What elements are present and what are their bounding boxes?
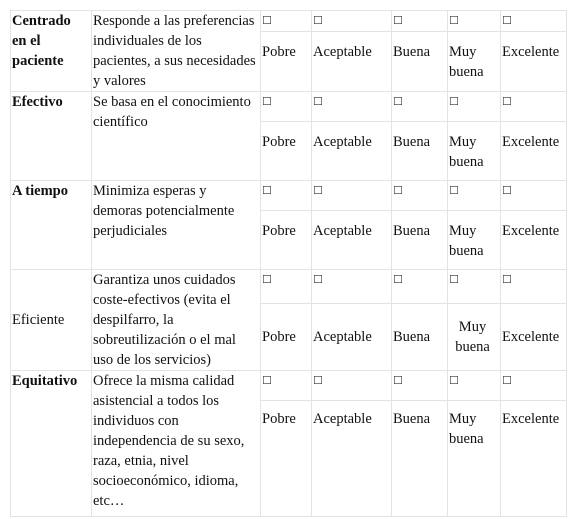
checkbox-aceptable[interactable] — [312, 181, 392, 211]
rating-aceptable: Aceptable — [312, 304, 392, 371]
rating-pobre: Pobre — [261, 32, 312, 92]
rating-muy-buena: Muy buena — [448, 304, 501, 371]
checkbox-muy-buena[interactable] — [448, 11, 501, 32]
description-text: Se basa en el conocimiento científico — [93, 94, 251, 130]
rating-excelente: Excelente — [501, 32, 567, 92]
checkbox-icon[interactable]: ☐ — [449, 273, 459, 286]
criterion-cell — [11, 11, 92, 92]
quality-rubric — [10, 10, 566, 509]
checkbox-pobre[interactable] — [261, 270, 312, 304]
rubric-row-equitativo-checkboxes — [11, 371, 567, 401]
criterion-cell — [11, 270, 92, 371]
checkbox-icon[interactable]: ☐ — [502, 95, 512, 108]
checkbox-muy-buena[interactable] — [448, 181, 501, 211]
rating-pobre: Pobre — [261, 304, 312, 371]
rating-muy-buena: Muy buena — [448, 32, 501, 92]
rating-excelente: Excelente — [501, 401, 567, 517]
checkbox-pobre[interactable] — [261, 371, 312, 401]
checkbox-muy-buena[interactable] — [448, 371, 501, 401]
description-cell — [92, 181, 261, 270]
checkbox-muy-buena[interactable] — [448, 270, 501, 304]
rating-buena: Buena — [392, 122, 448, 181]
checkbox-icon[interactable]: ☐ — [449, 14, 459, 27]
description-text: Garantiza unos cuidados coste-efectivos (evita el despilfarro, la sobreutilización o el mal uso de los servicios) — [93, 272, 236, 368]
rating-buena: Buena — [392, 304, 448, 371]
rating-excelente: Excelente — [501, 122, 567, 181]
checkbox-icon[interactable]: ☐ — [449, 184, 459, 197]
checkbox-icon[interactable]: ☐ — [262, 184, 272, 197]
checkbox-pobre[interactable] — [261, 11, 312, 32]
checkbox-icon[interactable]: ☐ — [313, 374, 323, 387]
checkbox-icon[interactable]: ☐ — [502, 14, 512, 27]
rating-buena: Buena — [392, 401, 448, 517]
checkbox-icon[interactable]: ☐ — [313, 184, 323, 197]
rating-pobre: Pobre — [261, 211, 312, 270]
checkbox-excelente[interactable] — [501, 371, 567, 401]
checkbox-excelente[interactable] — [501, 11, 567, 32]
criterion-label: Eficiente — [12, 312, 65, 328]
checkbox-pobre[interactable] — [261, 92, 312, 122]
checkbox-icon[interactable]: ☐ — [313, 95, 323, 108]
checkbox-pobre[interactable] — [261, 181, 312, 211]
rating-aceptable: Aceptable — [312, 32, 392, 92]
rating-aceptable: Aceptable — [312, 211, 392, 270]
rating-excelente: Excelente — [501, 211, 567, 270]
description-text: Ofrece la misma calidad asistencial a todos los individuos con independencia de su sexo, raza, etnia, nivel socioeconómico, idioma, etc… — [93, 373, 245, 509]
rating-muy-buena: Muy buena — [448, 401, 501, 517]
checkbox-icon[interactable]: ☐ — [393, 95, 403, 108]
checkbox-icon[interactable]: ☐ — [393, 184, 403, 197]
checkbox-icon[interactable]: ☐ — [449, 95, 459, 108]
checkbox-excelente[interactable] — [501, 270, 567, 304]
rubric-row-a-tiempo-checkboxes — [11, 181, 567, 211]
description-cell — [92, 92, 261, 181]
checkbox-icon[interactable]: ☐ — [393, 273, 403, 286]
rating-muy-buena: Muy buena — [448, 211, 501, 270]
criterion-label: Equitativo — [12, 373, 78, 389]
checkbox-aceptable[interactable] — [312, 92, 392, 122]
rubric-row-centrado-checkboxes — [11, 11, 567, 32]
checkbox-icon[interactable]: ☐ — [262, 14, 272, 27]
checkbox-aceptable[interactable] — [312, 11, 392, 32]
checkbox-buena[interactable] — [392, 181, 448, 211]
checkbox-icon[interactable]: ☐ — [313, 14, 323, 27]
checkbox-muy-buena[interactable] — [448, 92, 501, 122]
rubric-row-efectivo-checkboxes — [11, 92, 567, 122]
checkbox-icon[interactable]: ☐ — [502, 374, 512, 387]
checkbox-icon[interactable]: ☐ — [393, 374, 403, 387]
checkbox-icon[interactable]: ☐ — [393, 14, 403, 27]
rating-buena: Buena — [392, 32, 448, 92]
checkbox-excelente[interactable] — [501, 92, 567, 122]
checkbox-buena[interactable] — [392, 92, 448, 122]
description-cell — [92, 11, 261, 92]
checkbox-icon[interactable]: ☐ — [449, 374, 459, 387]
criterion-label: Centrado en el paciente — [12, 13, 71, 69]
criterion-cell — [11, 181, 92, 270]
quality-rubric-table — [10, 10, 567, 517]
rating-muy-buena: Muy buena — [448, 122, 501, 181]
description-text: Responde a las preferencias individuales de los pacientes, a sus necesidades y valores — [93, 13, 256, 89]
rating-excelente: Excelente — [501, 304, 567, 371]
checkbox-icon[interactable]: ☐ — [313, 273, 323, 286]
checkbox-buena[interactable] — [392, 270, 448, 304]
rating-pobre: Pobre — [261, 401, 312, 517]
checkbox-buena[interactable] — [392, 371, 448, 401]
rating-aceptable: Aceptable — [312, 401, 392, 517]
checkbox-icon[interactable]: ☐ — [502, 273, 512, 286]
description-text: Minimiza esperas y demoras potencialmente perjudiciales — [93, 183, 235, 239]
checkbox-excelente[interactable] — [501, 181, 567, 211]
checkbox-icon[interactable]: ☐ — [502, 184, 512, 197]
criterion-cell — [11, 92, 92, 181]
checkbox-aceptable[interactable] — [312, 270, 392, 304]
rubric-row-eficiente-checkboxes — [11, 270, 567, 304]
criterion-cell — [11, 371, 92, 517]
checkbox-icon[interactable]: ☐ — [262, 374, 272, 387]
rating-pobre: Pobre — [261, 122, 312, 181]
rating-buena: Buena — [392, 211, 448, 270]
criterion-label: A tiempo — [12, 183, 68, 199]
description-cell — [92, 371, 261, 517]
checkbox-aceptable[interactable] — [312, 371, 392, 401]
checkbox-icon[interactable]: ☐ — [262, 273, 272, 286]
description-cell — [92, 270, 261, 371]
checkbox-icon[interactable]: ☐ — [262, 95, 272, 108]
checkbox-buena[interactable] — [392, 11, 448, 32]
rating-aceptable: Aceptable — [312, 122, 392, 181]
criterion-label: Efectivo — [12, 94, 63, 110]
